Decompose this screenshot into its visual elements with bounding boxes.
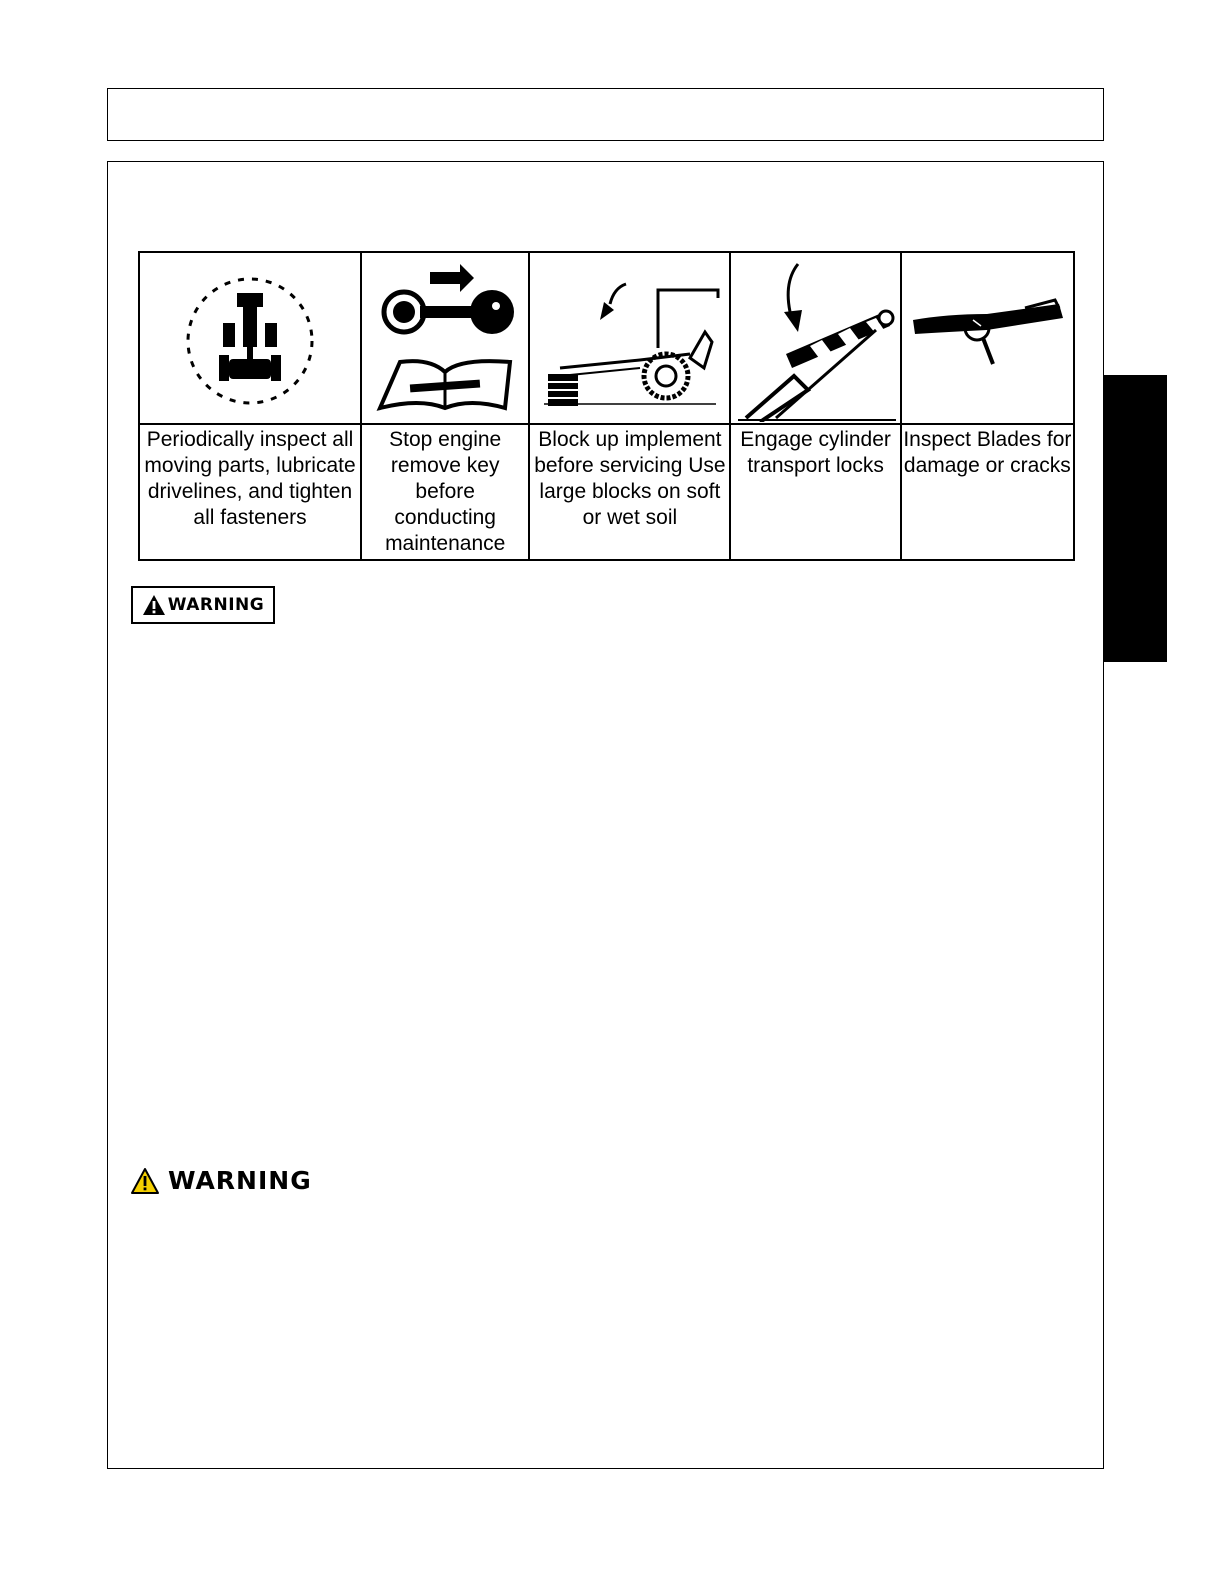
warning-label-boxed (131, 586, 275, 624)
key-and-manual-icon (370, 258, 520, 418)
blade-inspect-icon (907, 278, 1067, 398)
warning-label-yellow (130, 1166, 312, 1195)
warning-triangle-icon (130, 1167, 160, 1195)
decal-caption: Block up implement before servicing Use large blocks on soft or wet soil (534, 428, 726, 529)
decal-panel-stop-engine (362, 253, 530, 559)
decal-caption: Stop engine remove key before conducting maintenance (385, 428, 506, 555)
decal-caption: Inspect Blades for damage or cracks (903, 428, 1072, 477)
decal-panel-inspect-blades (902, 253, 1073, 559)
decal-panel-inspect (140, 253, 362, 559)
decal-caption: Periodically inspect all moving parts, lubricate drivelines, and tighten all fasteners (144, 428, 356, 529)
decal-panel-block-up (530, 253, 731, 559)
section-side-tab (1104, 375, 1167, 662)
cylinder-lock-icon (736, 254, 896, 422)
warning-triangle-icon (142, 594, 166, 616)
warning-label-text: WARNING (167, 595, 265, 615)
tractor-walkaround-icon (175, 263, 325, 413)
decal-panel-cylinder-locks (731, 253, 901, 559)
page-header-box (107, 88, 1104, 141)
blocked-implement-icon (540, 258, 720, 418)
safety-decal (138, 251, 1075, 561)
decal-caption: Engage cylinder transport locks (740, 428, 891, 477)
warning-label-text: WARNING (168, 1166, 312, 1195)
